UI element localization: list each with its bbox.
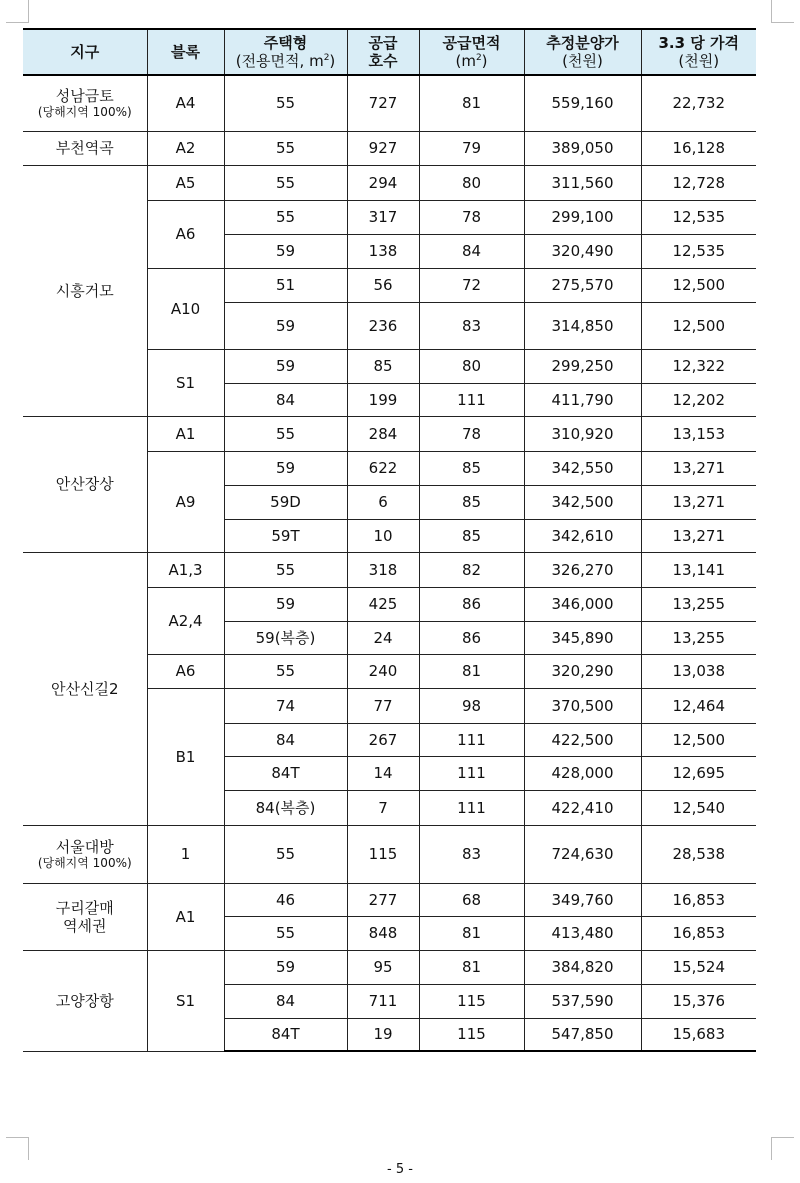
type-cell: 59: [224, 234, 347, 268]
header-price: 추정분양가 (천원): [524, 29, 641, 75]
units-cell: 294: [347, 165, 419, 200]
district-cell: 안산장상: [23, 416, 147, 552]
type-cell: 55: [224, 165, 347, 200]
area-cell: 98: [419, 688, 524, 723]
table-row: [23, 552, 756, 587]
price-cell: 724,630: [524, 825, 641, 883]
area-cell: 81: [419, 654, 524, 688]
block-cell: B1: [147, 688, 224, 825]
price-cell: 547,850: [524, 1018, 641, 1051]
type-cell: 59T: [224, 519, 347, 552]
type-cell: 84: [224, 383, 347, 416]
per-pyeong-cell: 16,128: [641, 131, 756, 165]
per-pyeong-cell: 12,464: [641, 688, 756, 723]
per-pyeong-cell: 13,271: [641, 485, 756, 519]
type-cell: 55: [224, 200, 347, 234]
block-cell: A9: [147, 451, 224, 552]
type-cell: 59(복층): [224, 621, 347, 654]
table-row: [23, 416, 756, 451]
units-cell: 85: [347, 349, 419, 383]
table-row: [23, 825, 756, 883]
block-cell: A5: [147, 165, 224, 200]
block-cell: S1: [147, 349, 224, 416]
price-cell: 349,760: [524, 883, 641, 916]
per-pyeong-cell: 12,322: [641, 349, 756, 383]
type-cell: 55: [224, 825, 347, 883]
table-row: [23, 883, 756, 916]
price-cell: 342,550: [524, 451, 641, 485]
area-cell: 111: [419, 723, 524, 756]
per-pyeong-cell: 16,853: [641, 883, 756, 916]
area-cell: 82: [419, 552, 524, 587]
table-header-row: [23, 29, 756, 75]
price-cell: 342,610: [524, 519, 641, 552]
district-cell: 부천역곡: [23, 131, 147, 165]
per-pyeong-cell: 12,695: [641, 756, 756, 790]
price-cell: 320,290: [524, 654, 641, 688]
per-pyeong-cell: 28,538: [641, 825, 756, 883]
area-cell: 68: [419, 883, 524, 916]
price-cell: 311,560: [524, 165, 641, 200]
area-cell: 85: [419, 451, 524, 485]
page-corner-mark: [6, 0, 29, 23]
district-cell: 고양장항: [23, 950, 147, 1051]
block-cell: A1: [147, 416, 224, 451]
header-price-per-pyeong: 3.3 당 가격 (천원): [641, 29, 756, 75]
type-cell: 84: [224, 984, 347, 1018]
price-cell: 346,000: [524, 587, 641, 621]
type-cell: 84(복층): [224, 790, 347, 825]
type-cell: 59: [224, 950, 347, 984]
units-cell: 7: [347, 790, 419, 825]
price-cell: 314,850: [524, 302, 641, 349]
per-pyeong-cell: 12,202: [641, 383, 756, 416]
area-cell: 115: [419, 984, 524, 1018]
units-cell: 77: [347, 688, 419, 723]
per-pyeong-cell: 13,141: [641, 552, 756, 587]
units-cell: 318: [347, 552, 419, 587]
type-cell: 55: [224, 552, 347, 587]
price-cell: 422,410: [524, 790, 641, 825]
type-cell: 84T: [224, 756, 347, 790]
type-cell: 55: [224, 654, 347, 688]
block-cell: A6: [147, 200, 224, 268]
price-cell: 275,570: [524, 268, 641, 302]
units-cell: 24: [347, 621, 419, 654]
price-cell: 370,500: [524, 688, 641, 723]
price-cell: 345,890: [524, 621, 641, 654]
per-pyeong-cell: 12,728: [641, 165, 756, 200]
price-cell: 413,480: [524, 916, 641, 950]
area-cell: 83: [419, 825, 524, 883]
price-cell: 320,490: [524, 234, 641, 268]
units-cell: 236: [347, 302, 419, 349]
units-cell: 711: [347, 984, 419, 1018]
type-cell: 84: [224, 723, 347, 756]
per-pyeong-cell: 13,271: [641, 451, 756, 485]
type-cell: 55: [224, 416, 347, 451]
block-cell: A1,3: [147, 552, 224, 587]
price-cell: 384,820: [524, 950, 641, 984]
price-cell: 559,160: [524, 75, 641, 131]
type-cell: 55: [224, 131, 347, 165]
units-cell: 727: [347, 75, 419, 131]
block-cell: 1: [147, 825, 224, 883]
type-cell: 84T: [224, 1018, 347, 1051]
per-pyeong-cell: 12,535: [641, 200, 756, 234]
area-cell: 86: [419, 621, 524, 654]
area-cell: 81: [419, 950, 524, 984]
area-cell: 78: [419, 200, 524, 234]
price-cell: 342,500: [524, 485, 641, 519]
price-cell: 299,100: [524, 200, 641, 234]
price-cell: 537,590: [524, 984, 641, 1018]
price-cell: 428,000: [524, 756, 641, 790]
block-cell: S1: [147, 950, 224, 1051]
units-cell: 284: [347, 416, 419, 451]
block-cell: A6: [147, 654, 224, 688]
units-cell: 317: [347, 200, 419, 234]
units-cell: 848: [347, 916, 419, 950]
block-cell: A1: [147, 883, 224, 950]
type-cell: 55: [224, 75, 347, 131]
supply-price-table: [23, 28, 756, 1052]
units-cell: 95: [347, 950, 419, 984]
per-pyeong-cell: 15,524: [641, 950, 756, 984]
price-cell: 422,500: [524, 723, 641, 756]
area-cell: 115: [419, 1018, 524, 1051]
header-district: 지구: [23, 29, 147, 75]
area-cell: 85: [419, 519, 524, 552]
type-cell: 59: [224, 587, 347, 621]
district-cell: 서울대방 (당해지역 100%): [23, 825, 147, 883]
area-cell: 83: [419, 302, 524, 349]
units-cell: 10: [347, 519, 419, 552]
district-cell: 시흥거모: [23, 165, 147, 416]
header-units: 공급 호수: [347, 29, 419, 75]
header-block: 블록: [147, 29, 224, 75]
units-cell: 240: [347, 654, 419, 688]
district-cell: 성남금토 (당해지역 100%): [23, 75, 147, 131]
block-cell: A10: [147, 268, 224, 349]
type-cell: 59D: [224, 485, 347, 519]
header-type: 주택형 (전용면적, $m^2$): [224, 29, 347, 75]
type-cell: 55: [224, 916, 347, 950]
area-cell: 81: [419, 75, 524, 131]
area-cell: 80: [419, 165, 524, 200]
units-cell: 138: [347, 234, 419, 268]
per-pyeong-cell: 15,683: [641, 1018, 756, 1051]
area-cell: 84: [419, 234, 524, 268]
per-pyeong-cell: 13,255: [641, 587, 756, 621]
type-cell: 59: [224, 451, 347, 485]
table-row: [23, 165, 756, 200]
area-cell: 111: [419, 383, 524, 416]
area-cell: 80: [419, 349, 524, 383]
units-cell: 14: [347, 756, 419, 790]
units-cell: 115: [347, 825, 419, 883]
table-row: [23, 75, 756, 131]
per-pyeong-cell: 12,500: [641, 723, 756, 756]
block-cell: A2,4: [147, 587, 224, 654]
per-pyeong-cell: 12,500: [641, 302, 756, 349]
per-pyeong-cell: 16,853: [641, 916, 756, 950]
area-cell: 111: [419, 756, 524, 790]
price-cell: 299,250: [524, 349, 641, 383]
price-cell: 310,920: [524, 416, 641, 451]
per-pyeong-cell: 12,500: [641, 268, 756, 302]
area-cell: 78: [419, 416, 524, 451]
per-pyeong-cell: 13,271: [641, 519, 756, 552]
page-corner-mark: [6, 1137, 29, 1160]
price-cell: 389,050: [524, 131, 641, 165]
units-cell: 199: [347, 383, 419, 416]
per-pyeong-cell: 12,540: [641, 790, 756, 825]
per-pyeong-cell: 22,732: [641, 75, 756, 131]
area-cell: 72: [419, 268, 524, 302]
page-number: - 5 -: [387, 1162, 413, 1177]
page-corner-mark: [771, 1137, 794, 1160]
area-cell: 85: [419, 485, 524, 519]
header-area: 공급면적 $(m^2)$: [419, 29, 524, 75]
units-cell: 267: [347, 723, 419, 756]
units-cell: 277: [347, 883, 419, 916]
units-cell: 927: [347, 131, 419, 165]
price-cell: 326,270: [524, 552, 641, 587]
table-row: [23, 131, 756, 165]
per-pyeong-cell: 15,376: [641, 984, 756, 1018]
price-cell: 411,790: [524, 383, 641, 416]
per-pyeong-cell: 13,153: [641, 416, 756, 451]
type-cell: 59: [224, 349, 347, 383]
type-cell: 59: [224, 302, 347, 349]
units-cell: 6: [347, 485, 419, 519]
type-cell: 74: [224, 688, 347, 723]
per-pyeong-cell: 13,038: [641, 654, 756, 688]
district-cell: 구리갈매 역세권: [23, 883, 147, 950]
area-cell: 81: [419, 916, 524, 950]
units-cell: 425: [347, 587, 419, 621]
area-cell: 86: [419, 587, 524, 621]
table-row: [23, 950, 756, 984]
area-cell: 111: [419, 790, 524, 825]
units-cell: 622: [347, 451, 419, 485]
district-cell: 안산신길2: [23, 552, 147, 825]
type-cell: 46: [224, 883, 347, 916]
per-pyeong-cell: 13,255: [641, 621, 756, 654]
units-cell: 56: [347, 268, 419, 302]
per-pyeong-cell: 12,535: [641, 234, 756, 268]
units-cell: 19: [347, 1018, 419, 1051]
type-cell: 51: [224, 268, 347, 302]
page-corner-mark: [771, 0, 794, 23]
area-cell: 79: [419, 131, 524, 165]
block-cell: A2: [147, 131, 224, 165]
block-cell: A4: [147, 75, 224, 131]
